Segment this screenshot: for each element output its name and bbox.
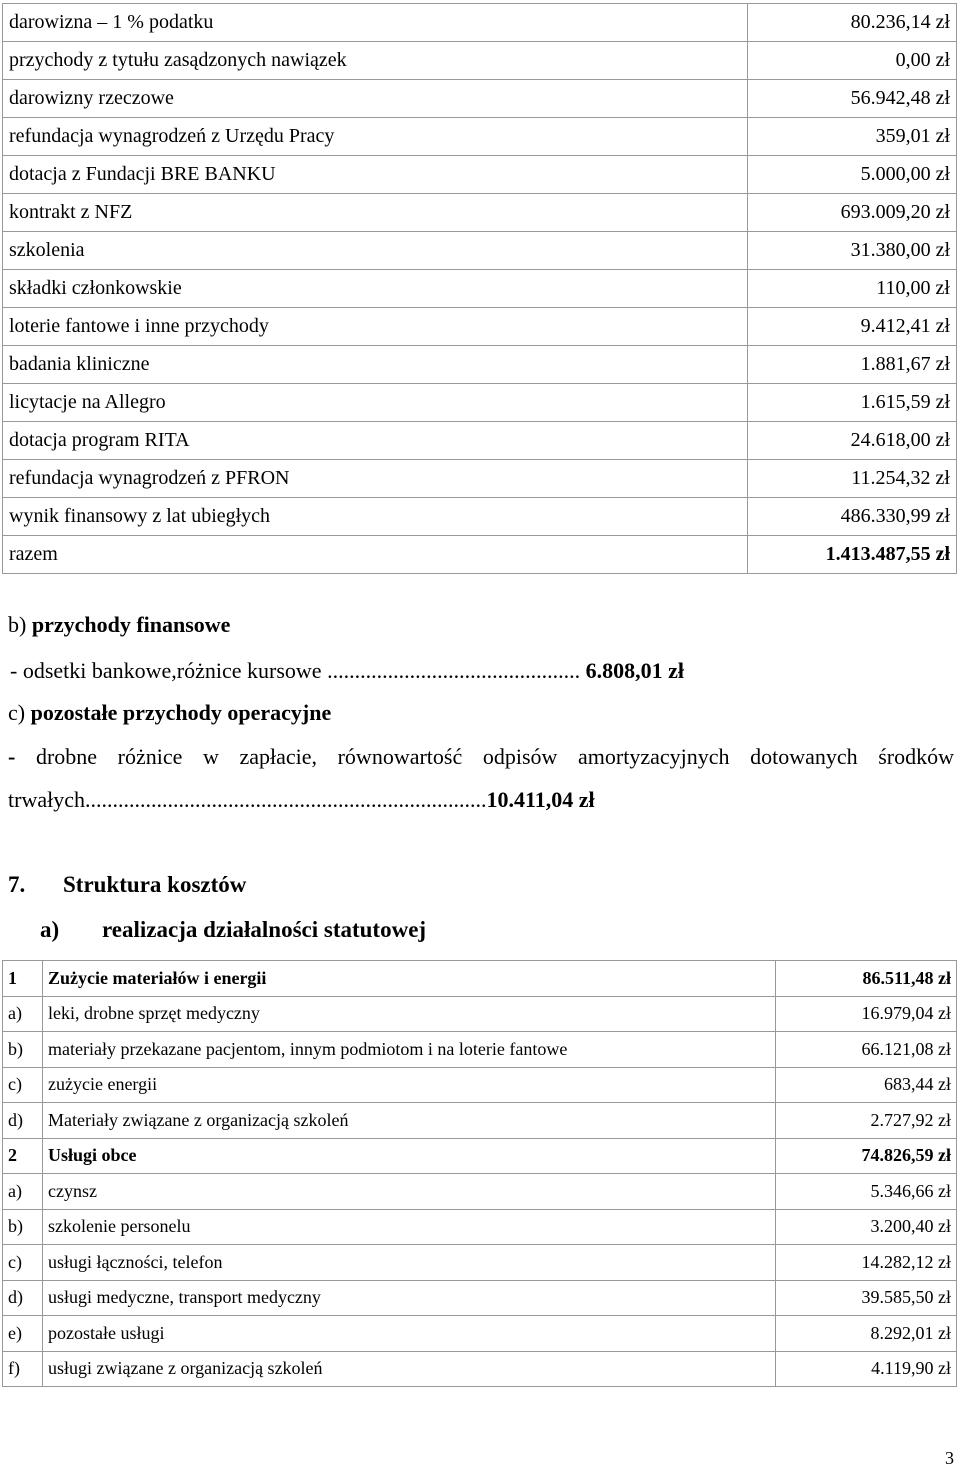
cost-amount: 66.121,08 zł xyxy=(776,1032,957,1068)
income-row xyxy=(3,498,957,536)
cost-row xyxy=(3,1280,957,1316)
income-label: refundacja wynagrodzeń z PFRON xyxy=(3,460,748,498)
income-amount: 31.380,00 zł xyxy=(748,232,957,270)
financial-line-label: - odsetki bankowe,różnice kursowe .............................................. xyxy=(10,658,581,683)
subsection-number: a) xyxy=(40,917,60,942)
cost-label: usługi medyczne, transport medyczny xyxy=(43,1280,776,1316)
financial-line-amount: 6.808,01 zł xyxy=(585,658,684,683)
cost-row xyxy=(3,1209,957,1245)
income-total-amount: 1.413.487,55 zł xyxy=(748,536,957,574)
cost-table-body xyxy=(3,961,957,1387)
subsection-heading xyxy=(40,917,426,943)
cost-group-row xyxy=(3,1138,957,1174)
income-amount: 110,00 zł xyxy=(748,270,957,308)
other-line-text: drobne różnice w zapłacie, równowartość odpisów amortyzacyjnych dotowanych środków xyxy=(35,744,954,769)
cost-label: pozostałe usługi xyxy=(43,1316,776,1352)
other-title: pozostałe przychody operacyjne xyxy=(30,700,332,725)
cost-amount: 2.727,92 zł xyxy=(776,1103,957,1139)
other-line-dash: - xyxy=(8,744,16,769)
income-label: licytacje na Allegro xyxy=(3,384,748,422)
cost-row xyxy=(3,1103,957,1139)
cost-amount: 683,44 zł xyxy=(776,1067,957,1103)
income-label: wynik finansowy z lat ubiegłych xyxy=(3,498,748,536)
cost-row xyxy=(3,1067,957,1103)
cost-row xyxy=(3,1032,957,1068)
income-row xyxy=(3,460,957,498)
cost-index: 1 xyxy=(3,961,43,997)
cost-amount: 5.346,66 zł xyxy=(776,1174,957,1210)
financial-income-heading xyxy=(8,612,230,638)
income-label: dotacja z Fundacji BRE BANKU xyxy=(3,156,748,194)
cost-label: Materiały związane z organizacją szkoleń xyxy=(43,1103,776,1139)
cost-label: leki, drobne sprzęt medyczny xyxy=(43,996,776,1032)
income-amount: 9.412,41 zł xyxy=(748,308,957,346)
cost-label: czynsz xyxy=(43,1174,776,1210)
income-row xyxy=(3,384,957,422)
section-number: 7. xyxy=(8,872,26,897)
income-label: dotacja program RITA xyxy=(3,422,748,460)
income-label: refundacja wynagrodzeń z Urzędu Pracy xyxy=(3,118,748,156)
cost-label: szkolenie personelu xyxy=(43,1209,776,1245)
income-label: darowizny rzeczowe xyxy=(3,80,748,118)
income-label: składki członkowskie xyxy=(3,270,748,308)
cost-label: materiały przekazane pacjentom, innym podmiotom i na loterie fantowe xyxy=(43,1032,776,1068)
section-title: Struktura kosztów xyxy=(63,872,247,897)
financial-title: przychody finansowe xyxy=(31,612,231,637)
cost-amount: 86.511,48 zł xyxy=(776,961,957,997)
other-line2-text: trwałych......................................................................... xyxy=(8,787,487,812)
cost-label: usługi łączności, telefon xyxy=(43,1245,776,1281)
income-row xyxy=(3,194,957,232)
cost-amount: 8.292,01 zł xyxy=(776,1316,957,1352)
income-amount: 0,00 zł xyxy=(748,42,957,80)
income-label: przychody z tytułu zasądzonych nawiązek xyxy=(3,42,748,80)
subsection-title: realizacja działalności statutowej xyxy=(102,917,427,942)
other-income-line1 xyxy=(8,744,954,770)
cost-row xyxy=(3,996,957,1032)
income-row xyxy=(3,232,957,270)
income-amount: 5.000,00 zł xyxy=(748,156,957,194)
cost-index: a) xyxy=(3,996,43,1032)
financial-income-line xyxy=(10,658,684,684)
cost-index: f) xyxy=(3,1351,43,1387)
income-amount: 359,01 zł xyxy=(748,118,957,156)
income-table-body xyxy=(3,4,957,574)
cost-row xyxy=(3,1351,957,1387)
income-row xyxy=(3,42,957,80)
cost-index: e) xyxy=(3,1316,43,1352)
income-total-row xyxy=(3,536,957,574)
cost-row xyxy=(3,1174,957,1210)
cost-label: zużycie energii xyxy=(43,1067,776,1103)
other-income-heading xyxy=(8,700,331,726)
income-row xyxy=(3,270,957,308)
income-row xyxy=(3,80,957,118)
cost-label: Zużycie materiałów i energii xyxy=(43,961,776,997)
cost-label: usługi związane z organizacją szkoleń xyxy=(43,1351,776,1387)
cost-row xyxy=(3,1245,957,1281)
income-amount: 56.942,48 zł xyxy=(748,80,957,118)
income-label: loterie fantowe i inne przychody xyxy=(3,308,748,346)
cost-amount: 16.979,04 zł xyxy=(776,996,957,1032)
income-amount: 486.330,99 zł xyxy=(748,498,957,536)
cost-group-row xyxy=(3,961,957,997)
financial-prefix: b) xyxy=(8,612,32,637)
cost-index: d) xyxy=(3,1280,43,1316)
income-row xyxy=(3,308,957,346)
income-amount: 11.254,32 zł xyxy=(748,460,957,498)
income-amount: 80.236,14 zł xyxy=(748,4,957,42)
cost-row xyxy=(3,1316,957,1352)
cost-index: a) xyxy=(3,1174,43,1210)
cost-index: d) xyxy=(3,1103,43,1139)
cost-label: Usługi obce xyxy=(43,1138,776,1174)
cost-index: b) xyxy=(3,1032,43,1068)
income-amount: 1.881,67 zł xyxy=(748,346,957,384)
income-amount: 1.615,59 zł xyxy=(748,384,957,422)
other-income-line2 xyxy=(8,787,595,813)
income-row xyxy=(3,4,957,42)
income-total-label: razem xyxy=(3,536,748,574)
income-row xyxy=(3,118,957,156)
cost-index: c) xyxy=(3,1245,43,1281)
cost-amount: 39.585,50 zł xyxy=(776,1280,957,1316)
cost-index: b) xyxy=(3,1209,43,1245)
income-label: badania kliniczne xyxy=(3,346,748,384)
cost-index: c) xyxy=(3,1067,43,1103)
income-amount: 693.009,20 zł xyxy=(748,194,957,232)
income-row xyxy=(3,346,957,384)
income-label: szkolenia xyxy=(3,232,748,270)
section-heading xyxy=(8,872,246,898)
cost-amount: 74.826,59 zł xyxy=(776,1138,957,1174)
cost-index: 2 xyxy=(3,1138,43,1174)
income-table xyxy=(2,3,957,574)
cost-table xyxy=(2,960,957,1387)
page-number: 3 xyxy=(945,1448,954,1468)
income-row xyxy=(3,156,957,194)
cost-amount: 3.200,40 zł xyxy=(776,1209,957,1245)
cost-amount: 4.119,90 zł xyxy=(776,1351,957,1387)
other-line-amount: 10.411,04 zł xyxy=(486,787,595,812)
cost-amount: 14.282,12 zł xyxy=(776,1245,957,1281)
income-row xyxy=(3,422,957,460)
income-amount: 24.618,00 zł xyxy=(748,422,957,460)
income-label: kontrakt z NFZ xyxy=(3,194,748,232)
other-prefix: c) xyxy=(8,700,31,725)
income-label: darowizna – 1 % podatku xyxy=(3,4,748,42)
